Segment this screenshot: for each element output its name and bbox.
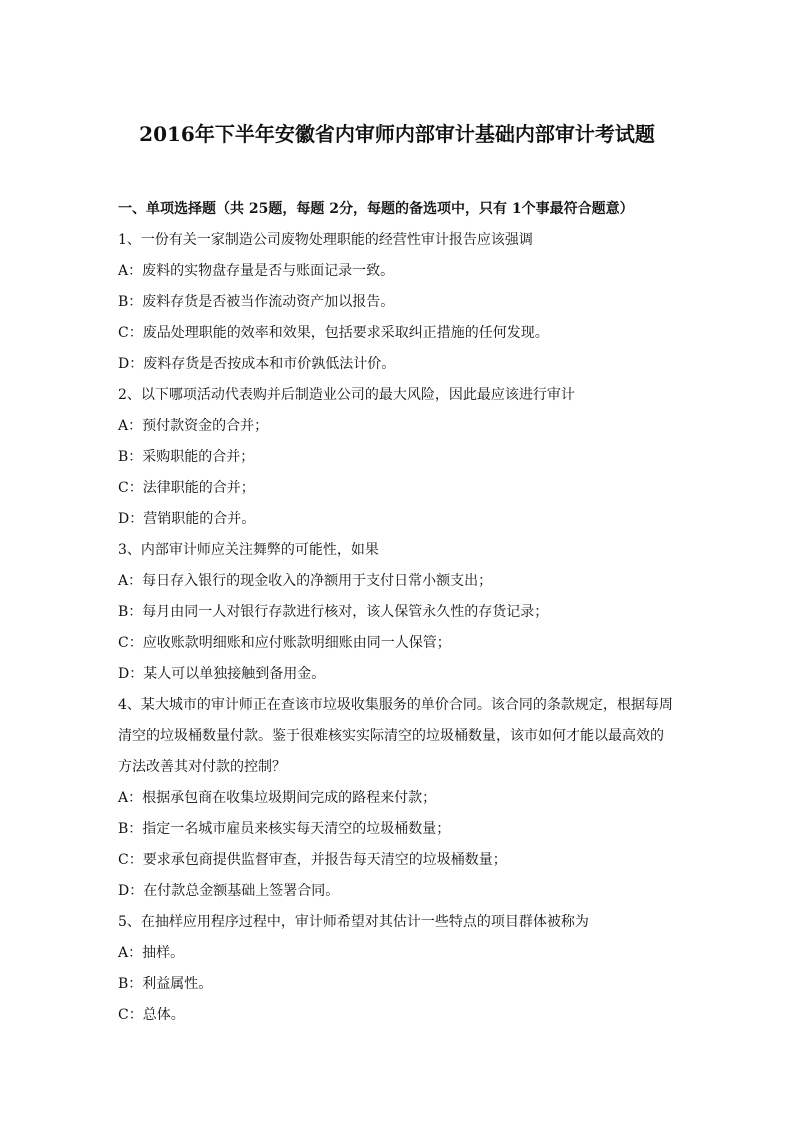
question-1-option-c: C：废品处理职能的效率和效果，包括要求采取纠正措施的任何发现。 (118, 325, 549, 341)
question-2-option-d: D：营销职能的合并。 (118, 511, 256, 527)
question-4-option-d: D：在付款总金额基础上签署合同。 (118, 883, 340, 899)
question-3-option-d: D：某人可以单独接触到备用金。 (118, 666, 326, 682)
question-stem-4-line-2: 清空的垃圾桶数量付款。鉴于很难核实实际清空的垃圾桶数量，该市如何才能以最高效的 (118, 728, 664, 744)
document-body (118, 194, 678, 1031)
question-4-option-c: C：要求承包商提供监督审查，并报告每天清空的垃圾桶数量； (118, 852, 507, 868)
question-2-option-a: A：预付款资金的合并； (118, 418, 269, 434)
question-1-option-a: A：废料的实物盘存量是否与账面记录一致。 (118, 263, 395, 279)
section-heading: 一、单项选择题（共 25题，每题 2分，每题的备选项中，只有 1个事最符合题意） (118, 201, 634, 217)
question-3-option-c: C：应收账款明细账和应付账款明细账由同一人保管； (118, 635, 451, 651)
question-2-option-c: C：法律职能的合并； (118, 480, 255, 496)
question-4-option-a: A：根据承包商在收集垃圾期间完成的路程来付款； (118, 790, 437, 806)
question-stem-4-line-3: 方法改善其对付款的控制？ (118, 759, 286, 775)
question-3-option-a: A：每日存入银行的现金收入的净额用于支付日常小额支出； (118, 573, 493, 589)
question-1-option-d: D：废料存货是否按成本和市价孰低法计价。 (118, 356, 396, 372)
question-stem-1: 1、一份有关一家制造公司废物处理职能的经营性审计报告应该强调 (118, 232, 533, 248)
question-5-option-a: A：抽样。 (118, 945, 185, 961)
question-1-option-b: B：废料存货是否被当作流动资产加以报告。 (118, 294, 395, 310)
question-4-option-b: B：指定一名城市雇员来核实每天清空的垃圾桶数量； (118, 821, 451, 837)
question-2-option-b: B：采购职能的合并； (118, 449, 255, 465)
question-stem-5: 5、在抽样应用程序过程中，审计师希望对其估计一些特点的项目群体被称为 (118, 914, 589, 930)
question-5-option-c: C：总体。 (118, 1007, 185, 1023)
question-3-option-b: B：每月由同一人对银行存款进行核对，该人保管永久性的存货记录； (118, 604, 549, 620)
question-stem-2: 2、以下哪项活动代表购并后制造业公司的最大风险，因此最应该进行审计 (118, 387, 575, 403)
question-stem-3: 3、内部审计师应关注舞弊的可能性，如果 (118, 542, 379, 558)
question-5-option-b: B：利益属性。 (118, 976, 213, 992)
question-stem-4-line-1: 4、某大城市的审计师正在查该市垃圾收集服务的单价合同。该合同的条款规定，根据每周 (118, 697, 673, 713)
document-title: 2016年下半年安徽省内审师内部审计基础内部审计考试题 (139, 122, 655, 146)
